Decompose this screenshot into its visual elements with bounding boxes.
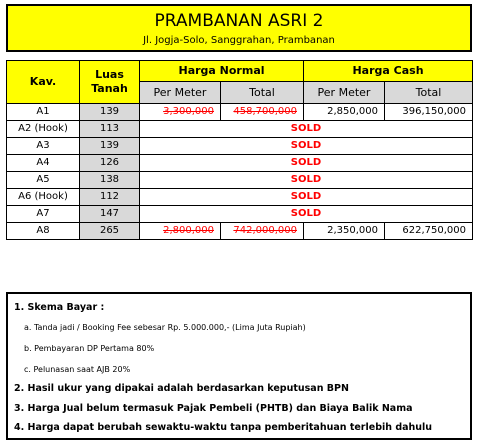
luas-cell: 147	[80, 206, 140, 223]
subheader-cash-per-meter: Per Meter	[304, 82, 385, 104]
kav-cell: A6 (Hook)	[7, 189, 80, 206]
struck-price: 3,300,000	[163, 106, 214, 117]
luas-cell: 139	[80, 104, 140, 121]
luas-cell: 113	[80, 121, 140, 138]
table-row	[7, 206, 473, 223]
luas-cell: 138	[80, 172, 140, 189]
subheader-normal-per-meter: Per Meter	[140, 82, 221, 104]
table-row	[7, 104, 473, 121]
sold-label: SOLD	[140, 189, 473, 206]
normal-total-cell	[221, 223, 304, 240]
note-1-payment-scheme: 1. Skema Bayar :	[14, 302, 105, 313]
note-1b-down-payment: b. Pembayaran DP Pertama 80%	[24, 344, 155, 353]
table-row	[7, 172, 473, 189]
note-2-measurement: 2. Hasil ukur yang dipakai adalah berdasarkan keputusan BPN	[14, 383, 349, 394]
cash-total-cell: 622,750,000	[385, 223, 473, 240]
col-header-luas-line2: Tanah	[91, 82, 128, 95]
table-row	[7, 155, 473, 172]
table-row	[7, 138, 473, 155]
kav-cell: A4	[7, 155, 80, 172]
col-header-kav: Kav.	[7, 61, 80, 104]
table-row	[7, 223, 473, 240]
cash-total-cell: 396,150,000	[385, 104, 473, 121]
col-header-luas-line1: Luas	[95, 68, 124, 81]
luas-cell: 126	[80, 155, 140, 172]
subheader-cash-total: Total	[385, 82, 473, 104]
col-header-cash: Harga Cash	[304, 61, 473, 82]
kav-cell: A5	[7, 172, 80, 189]
table-row	[7, 121, 473, 138]
address: Jl. Jogja-Solo, Sanggrahan, Prambanan	[143, 35, 335, 46]
payment-notes	[6, 292, 472, 440]
normal-per-meter-cell	[140, 104, 221, 121]
kav-cell: A8	[7, 223, 80, 240]
luas-cell: 265	[80, 223, 140, 240]
normal-per-meter-cell	[140, 223, 221, 240]
cash-per-meter-cell: 2,350,000	[304, 223, 385, 240]
price-table	[6, 60, 473, 240]
sold-label: SOLD	[140, 172, 473, 189]
page-title: PRAMBANAN ASRI 2	[154, 11, 324, 31]
sold-label: SOLD	[140, 206, 473, 223]
struck-price: 2,800,000	[163, 225, 214, 236]
note-1a-booking-fee: a. Tanda jadi / Booking Fee sebesar Rp. 5.000.000,- (Lima Juta Rupiah)	[24, 323, 306, 332]
struck-price: 458,700,000	[233, 106, 297, 117]
table-row	[7, 189, 473, 206]
kav-cell: A3	[7, 138, 80, 155]
kav-cell: A1	[7, 104, 80, 121]
sold-label: SOLD	[140, 138, 473, 155]
col-header-luas	[80, 61, 140, 104]
kav-cell: A7	[7, 206, 80, 223]
cash-per-meter-cell: 2,850,000	[304, 104, 385, 121]
note-1c-settlement: c. Pelunasan saat AJB 20%	[24, 365, 131, 374]
header-banner	[6, 4, 472, 52]
col-header-normal: Harga Normal	[140, 61, 304, 82]
subheader-normal-total: Total	[221, 82, 304, 104]
normal-total-cell	[221, 104, 304, 121]
struck-price: 742,000,000	[233, 225, 297, 236]
luas-cell: 112	[80, 189, 140, 206]
sold-label: SOLD	[140, 121, 473, 138]
kav-cell: A2 (Hook)	[7, 121, 80, 138]
note-3-taxes: 3. Harga Jual belum termasuk Pajak Pembeli (PHTB) dan Biaya Balik Nama	[14, 403, 413, 414]
luas-cell: 139	[80, 138, 140, 155]
sold-label: SOLD	[140, 155, 473, 172]
header-row-1	[7, 61, 473, 82]
note-4-price-change: 4. Harga dapat berubah sewaktu-waktu tanpa pemberitahuan terlebih dahulu	[14, 422, 433, 433]
